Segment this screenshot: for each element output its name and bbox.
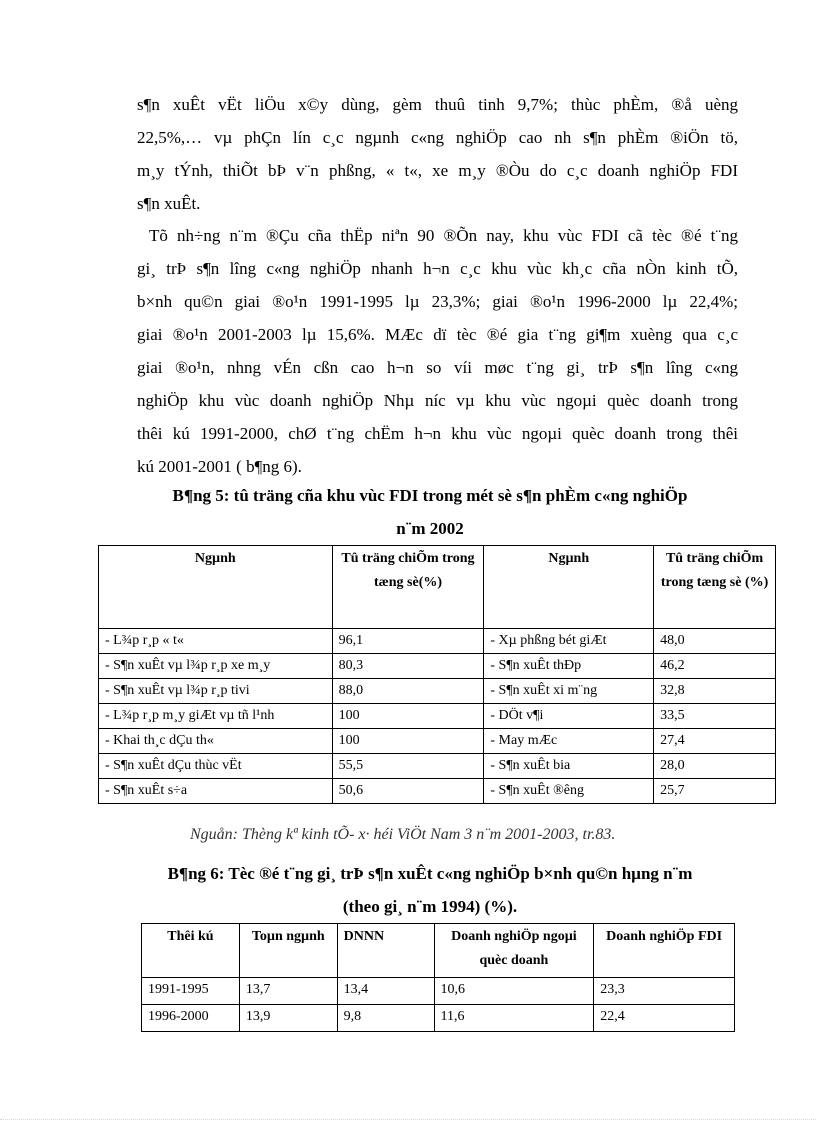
table5-header-cell: Tû träng chiÕm trong tæng sè (%) (654, 546, 776, 629)
table-row (142, 1005, 735, 1032)
table6 (141, 923, 735, 1032)
table6-header-cell: Doanh nghiÖp FDI (594, 924, 735, 978)
table5-title-year: n¨m 2002 (396, 519, 464, 538)
table-cell: - S¶n xuÊt vµ l¾p r¸p xe m¸y (99, 654, 333, 679)
paragraph-line: kú 2001-2001 ( b¶ng 6). (137, 457, 302, 476)
table-cell: - May mÆc (484, 729, 654, 754)
table6-header-cell: Toµn ngµnh (239, 924, 337, 978)
paragraph-line: s¶n xuÊt vËt liÖu x©y dùng, gèm thuû tinh 9,7%; thùc phÈm, ®å uèng (137, 95, 738, 114)
page-bottom-divider (0, 1119, 816, 1120)
table-row (99, 704, 776, 729)
table-cell: 25,7 (654, 779, 776, 804)
table-cell: 23,3 (594, 978, 735, 1005)
table-cell: 1991-1995 (142, 978, 240, 1005)
table-cell: - S¶n xuÊt ®êng (484, 779, 654, 804)
paragraph-line: 22,5%,… vµ phÇn lín c¸c ngµnh c«ng nghiÖp cao nh s¶n phÈm ®iÖn tö, (137, 128, 738, 147)
table6-header-cell: Thêi kú (142, 924, 240, 978)
table-cell: 13,7 (239, 978, 337, 1005)
table-cell: - DÖt v¶i (484, 704, 654, 729)
table-cell: 100 (332, 704, 484, 729)
table-cell: 33,5 (654, 704, 776, 729)
paragraph-2 (137, 219, 738, 483)
table-cell: 48,0 (654, 629, 776, 654)
table-cell: 46,2 (654, 654, 776, 679)
table-cell: 11,6 (434, 1005, 594, 1032)
table-cell: - S¶n xuÊt bia (484, 754, 654, 779)
paragraph-line: Tõ nh÷ng n¨m ®Çu cña thËp niªn 90 ®Õn nay, khu vùc FDI cã tèc ®é t¨ng (149, 226, 738, 245)
table5-title: B¶ng 5: tû träng cña khu vùc FDI trong mét sè s¶n phÈm c«ng nghiÖp (172, 486, 688, 505)
table6-header-cell: DNNN (337, 924, 434, 978)
table-cell: 88,0 (332, 679, 484, 704)
table-cell: - S¶n xuÊt thÐp (484, 654, 654, 679)
table5 (98, 545, 776, 804)
table-cell: - Khai th¸c dÇu th« (99, 729, 333, 754)
paragraph-line: s¶n xuÊt. (137, 194, 201, 213)
table5-header-cell: Tû träng chiÕm trong tæng sè(%) (332, 546, 484, 629)
table-cell: - S¶n xuÊt dÇu thùc vËt (99, 754, 333, 779)
table-row (99, 654, 776, 679)
table5-header-row (99, 546, 776, 629)
table6-header-cell: Doanh nghiÖp ngoµi quèc doanh (434, 924, 594, 978)
table-row (99, 779, 776, 804)
paragraph-line: nghiÖp khu vùc doanh nghiÖp Nhµ níc vµ khu vùc ngoµi quèc doanh trong (137, 391, 738, 410)
table-row (142, 978, 735, 1005)
paragraph-line: giai ®o¹n 2001-2003 lµ 15,6%. MÆc dï tèc ®é gia t¨ng gi¶m xuèng qua c¸c (137, 325, 738, 344)
table6-title: B¶ng 6: Tèc ®é t¨ng gi¸ trÞ s¶n xuÊt c«ng nghiÖp b×nh qu©n hµng n¨m (167, 864, 693, 883)
table-cell: 27,4 (654, 729, 776, 754)
table-cell: 9,8 (337, 1005, 434, 1032)
paragraph-line: thêi kú 1991-2000, chØ t¨ng chËm h¬n khu vùc ngoµi quèc doanh trong thêi (137, 424, 738, 443)
paragraph-line: b×nh qu©n giai ®o¹n 1991-1995 lµ 23,3%; giai ®o¹n 1996-2000 lµ 22,4%; (137, 292, 738, 311)
paragraph-line: gi¸ trÞ s¶n lîng c«ng nghiÖp nhanh h¬n c¸c khu vùc kh¸c cña nÒn kinh tÕ, (137, 259, 738, 278)
paragraph-1 (137, 88, 738, 220)
paragraph-line: m¸y tÝnh, thiÕt bÞ v¨n phßng, « t«, xe m¸y ®Òu do c¸c doanh nghiÖp FDI (137, 161, 738, 180)
table-cell: 55,5 (332, 754, 484, 779)
table-cell: - L¾p r¸p m¸y giÆt vµ tñ l¹nh (99, 704, 333, 729)
table-row (99, 729, 776, 754)
table-cell: 100 (332, 729, 484, 754)
table-cell: 80,3 (332, 654, 484, 679)
table6-title-basis: (theo gi¸ n¨m 1994) (%). (342, 897, 518, 916)
table5-source: Nguån: Thèng kª kinh tÕ- x· héi ViÖt Nam 3 n¨m 2001-2003, tr.83. (190, 826, 616, 843)
table-cell: 96,1 (332, 629, 484, 654)
table-cell: - S¶n xuÊt vµ l¾p r¸p tivi (99, 679, 333, 704)
table-cell: 13,4 (337, 978, 434, 1005)
table-row (99, 679, 776, 704)
table-cell: 1996-2000 (142, 1005, 240, 1032)
table-cell: 10,6 (434, 978, 594, 1005)
table6-header-row (142, 924, 735, 978)
table-row (99, 754, 776, 779)
table-cell: 28,0 (654, 754, 776, 779)
table-cell: 50,6 (332, 779, 484, 804)
table-cell: 22,4 (594, 1005, 735, 1032)
table5-header-cell: Ngµnh (484, 546, 654, 629)
table-cell: - S¶n xuÊt xi m¨ng (484, 679, 654, 704)
table-cell: 13,9 (239, 1005, 337, 1032)
table-cell: - S¶n xuÊt s÷a (99, 779, 333, 804)
table5-header-cell: Ngµnh (99, 546, 333, 629)
table-cell: - Xµ phßng bét giÆt (484, 629, 654, 654)
table-cell: 32,8 (654, 679, 776, 704)
table-row (99, 629, 776, 654)
table-cell: - L¾p r¸p « t« (99, 629, 333, 654)
paragraph-line: giai ®o¹n, nhng vÉn cßn cao h¬n so víi møc t¨ng gi¸ trÞ s¶n lîng c«ng (137, 358, 738, 377)
